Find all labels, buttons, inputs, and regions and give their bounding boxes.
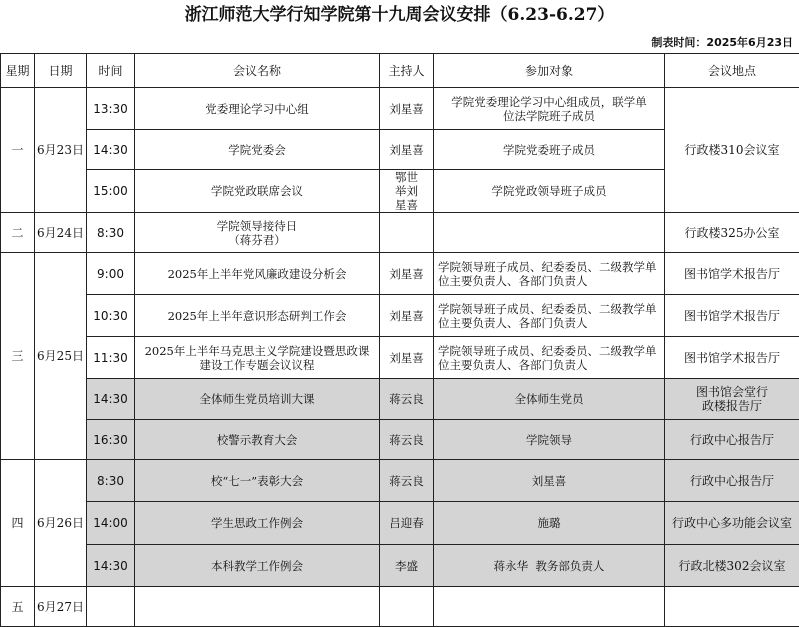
host-cell: 刘星喜 xyxy=(380,253,434,295)
host-cell: 刘星喜 xyxy=(380,88,434,130)
host-cell: 蒋云良 xyxy=(380,420,434,460)
host-cell: 蒋云良 xyxy=(380,379,434,420)
participants-cell: 学院党委班子成员 xyxy=(434,130,665,170)
header-participants: 参加对象 xyxy=(434,54,665,88)
meeting-name-cell: 本科教学工作例会 xyxy=(135,545,380,587)
date-cell: 6月24日 xyxy=(35,213,87,253)
table-row xyxy=(1,379,799,420)
location-cell: 图书馆学术报告厅 xyxy=(665,337,799,379)
participants-cell: 刘星喜 xyxy=(434,460,665,502)
table-row xyxy=(1,545,799,587)
host-cell: 刘星喜 xyxy=(380,130,434,170)
weekday-cell: 二 xyxy=(1,213,35,253)
time-cell: 13:30 xyxy=(87,88,135,130)
host-cell: 刘星喜 xyxy=(380,295,434,337)
participants-cell: 学院领导班子成员、纪委委员、二级教学单位主要负责人、各部门负责人 xyxy=(434,253,665,295)
weekday-cell: 三 xyxy=(1,253,35,460)
table-row xyxy=(1,502,799,545)
host-cell: 李盛 xyxy=(380,545,434,587)
meeting-name-cell: 学院领导接待日（蒋芬君） xyxy=(135,213,380,253)
header-date: 日期 xyxy=(35,54,87,88)
table-row xyxy=(1,295,799,337)
location-cell: 行政中心报告厅 xyxy=(665,420,799,460)
time-cell: 14:30 xyxy=(87,130,135,170)
time-cell xyxy=(87,587,135,627)
time-cell: 8:30 xyxy=(87,460,135,502)
table-row xyxy=(1,253,799,295)
meeting-name-cell: 党委理论学习中心组 xyxy=(135,88,380,130)
header-row xyxy=(1,54,799,88)
date-cell: 6月25日 xyxy=(35,253,87,460)
time-cell: 15:00 xyxy=(87,170,135,213)
participants-cell: 蒋永华 教务部负责人 xyxy=(434,545,665,587)
meeting-name-cell: 2025年上半年意识形态研判工作会 xyxy=(135,295,380,337)
table-row xyxy=(1,460,799,502)
weekday-cell: 四 xyxy=(1,460,35,587)
table-row xyxy=(1,587,799,627)
meeting-name-cell: 2025年上半年党风廉政建设分析会 xyxy=(135,253,380,295)
participants-cell xyxy=(434,587,665,627)
meeting-name-cell xyxy=(135,587,380,627)
location-cell: 行政中心多功能会议室 xyxy=(665,502,799,545)
participants-cell: 学院领导班子成员、纪委委员、二级教学单位主要负责人、各部门负责人 xyxy=(434,295,665,337)
page-title: 浙江师范大学行知学院第十九周会议安排（6.23-6.27） xyxy=(0,0,799,30)
header-host: 主持人 xyxy=(380,54,434,88)
meeting-name-cell: 学生思政工作例会 xyxy=(135,502,380,545)
header-meeting-name: 会议名称 xyxy=(135,54,380,88)
time-cell: 14:30 xyxy=(87,379,135,420)
location-cell: 行政北楼302会议室 xyxy=(665,545,799,587)
meeting-name-cell: 学院党政联席会议 xyxy=(135,170,380,213)
date-cell: 6月27日 xyxy=(35,587,87,627)
host-cell: 蒋云良 xyxy=(380,460,434,502)
participants-cell: 施璐 xyxy=(434,502,665,545)
time-cell: 16:30 xyxy=(87,420,135,460)
table-row xyxy=(1,337,799,379)
meeting-name-cell: 全体师生党员培训大课 xyxy=(135,379,380,420)
host-cell: 吕迎春 xyxy=(380,502,434,545)
schedule-table xyxy=(0,53,799,627)
table-row xyxy=(1,88,799,130)
participants-cell xyxy=(434,213,665,253)
location-cell xyxy=(665,587,799,627)
time-cell: 10:30 xyxy=(87,295,135,337)
participants-cell: 学院领导 xyxy=(434,420,665,460)
location-cell: 行政中心报告厅 xyxy=(665,460,799,502)
location-cell: 图书馆会堂行政楼报告厅 xyxy=(665,379,799,420)
table-row xyxy=(1,420,799,460)
participants-cell: 全体师生党员 xyxy=(434,379,665,420)
made-time: 制表时间：2025年6月23日 xyxy=(651,34,793,50)
participants-cell: 学院党委理论学习中心组成员，联学单位法学院班子成员 xyxy=(434,88,665,130)
time-cell: 11:30 xyxy=(87,337,135,379)
header-location: 会议地点 xyxy=(665,54,799,88)
host-cell xyxy=(380,587,434,627)
meeting-name-cell: 2025年上半年马克思主义学院建设暨思政课建设工作专题会议议程 xyxy=(135,337,380,379)
location-cell: 行政楼310会议室 xyxy=(665,88,799,213)
header-time: 时间 xyxy=(87,54,135,88)
date-cell: 6月26日 xyxy=(35,460,87,587)
meeting-name-cell: 校“七一”表彰大会 xyxy=(135,460,380,502)
location-cell: 图书馆学术报告厅 xyxy=(665,253,799,295)
time-cell: 14:30 xyxy=(87,545,135,587)
participants-cell: 学院党政领导班子成员 xyxy=(434,170,665,213)
weekday-cell: 一 xyxy=(1,88,35,213)
participants-cell: 学院领导班子成员、纪委委员、二级教学单位主要负责人、各部门负责人 xyxy=(434,337,665,379)
meeting-name-cell: 校警示教育大会 xyxy=(135,420,380,460)
host-cell: 刘星喜 xyxy=(380,337,434,379)
header-weekday: 星期 xyxy=(1,54,35,88)
location-cell: 图书馆学术报告厅 xyxy=(665,295,799,337)
date-cell: 6月23日 xyxy=(35,88,87,213)
location-cell: 行政楼325办公室 xyxy=(665,213,799,253)
table-row xyxy=(1,213,799,253)
time-cell: 14:00 xyxy=(87,502,135,545)
host-cell: 鄂世举刘星喜 xyxy=(380,170,434,213)
time-cell: 9:00 xyxy=(87,253,135,295)
host-cell xyxy=(380,213,434,253)
meeting-name-cell: 学院党委会 xyxy=(135,130,380,170)
time-cell: 8:30 xyxy=(87,213,135,253)
weekday-cell: 五 xyxy=(1,587,35,627)
